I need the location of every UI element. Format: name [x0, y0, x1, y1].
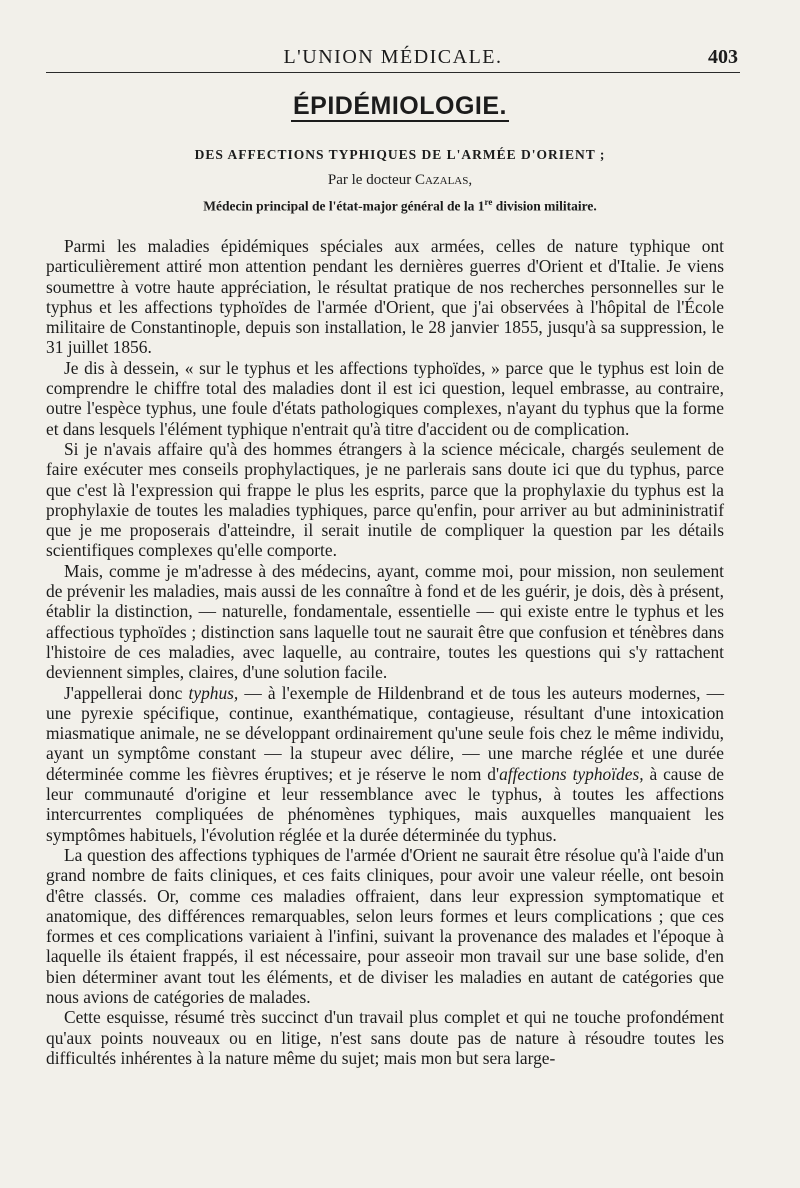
affiliation-part-b: division militaire. [492, 198, 597, 214]
paragraph-3: Si je n'avais affaire qu'à des hommes étrangers à la science mécicale, chargés seulement de faire exécuter mes conseils prophylactiques, je ne parlerais sans doute ici que du typhus, parce que c'est là l'expression qui frappe le plus les esprits, parce que la prophylaxie du typhus est la prophylaxie de toutes les maladies typhiques, parce qu'enfin, pour arriver au but admininistratif que je me proposerais d'atteindre, il serait inutile de compliquer la question par les détails scientifiques complexes qu'elle comporte. [46, 438, 724, 561]
typhus-term: typhus, [188, 682, 239, 703]
affiliation-superscript: re [484, 197, 493, 207]
byline [0, 172, 800, 189]
journal-title: L'UNION MÉDICALE. [283, 46, 503, 68]
paragraph-2: Je dis à dessein, « sur le typhus et les affections typhoïdes, » parce que le typhus est loin de comprendre le chiffre total des maladies dont il est ici question, lequel embrasse, au contraire, outre l'espèce typhus, une foule d'états pathologiques complexes, n'ayant du typhus que la forme et dans lesquels l'élément typhique n'entrait qu'à titre d'accident ou de complication. [46, 357, 724, 439]
paragraph-5-part-1: J'appellerai donc [64, 682, 189, 703]
byline-prefix: Par le docteur [327, 172, 415, 188]
affiliation-part-a: Médecin principal de l'état-major général de la 1 [203, 198, 485, 214]
author-affiliation [0, 197, 800, 215]
section-title-text: ÉPIDÉMIOLOGIE. [293, 92, 507, 120]
section-title [0, 92, 800, 121]
byline-suffix: , [468, 172, 473, 188]
article-title: DES AFFECTIONS TYPHIQUES DE L'ARMÉE D'ORIENT ; [194, 147, 606, 162]
paragraph-5-part-2: — à l'exemple de Hildenbrand et de tous les auteurs modernes, — une pyrexie spécifique, continue, exanthématique, contagieuse, résultant d'une intoxication miasmatique animale, ne se développant ordinairement qu'une seule fois chez le même individu, ayant un symptôme constant — la stupeur avec délire, — une marche réglée et une durée déterminée comme les fièvres éruptives; et je réserve le nom d' [46, 682, 724, 784]
affections-typhoides-term: affections typhoïdes, [499, 763, 644, 784]
paragraph-5 [46, 683, 724, 845]
article-body [46, 236, 724, 1068]
paragraph-5-part-3: à cause de leur communauté d'origine et leur ressemblance avec le typhus, à toutes les affections intercurrentes compliquées de phénomènes typhiques, mais auxquelles manquaient les symptômes habituels, l'évolution réglée et la durée déterminée du typhus. [46, 763, 724, 845]
paragraph-1: Parmi les maladies épidémiques spéciales aux armées, celles de nature typhique ont particulièrement attiré mon attention pendant les dernières guerres d'Orient et d'Italie. Je viens soumettre à votre haute appréciation, le résultat pratique de nos recherches personnelles sur le typhus et les affections typhoïdes de l'armée d'Orient, que j'ai observées à l'hôpital de l'École militaire de Constantinople, depuis son installation, le 28 janvier 1855, jusqu'à sa suppression, le 31 juillet 1856. [46, 236, 724, 358]
paragraph-6: La question des affections typhiques de l'armée d'Orient ne saurait être résolue qu'à l'aide d'un grand nombre de faits cliniques, et ces faits cliniques, pour avoir une valeur réelle, ont besoin d'être classés. Or, comme ces maladies offraient, dans leur expression symptomatique et anatomique, des différences remarquables, selon leurs formes et leurs complications ; que ces formes et ces complications variaient à l'infini, suivant la provenance des malades et l'époque à laquelle ils étaient frappés, il est nécessaire, pour asseoir mon travail sur une base solide, d'en bien déterminer avant tout les éléments, et de diviser les maladies en autant de catégories que nous avions de catégories de malades. [46, 844, 724, 1007]
paragraph-7: Cette esquisse, résumé très succinct d'un travail plus complet et qui ne touche profondément qu'aux points nouveaux ou en litige, n'est sans doute pas de nature à résoudre toutes les difficultés inhérentes à la nature même du sujet; mais mon but sera large- [46, 1007, 724, 1068]
paragraph-4: Mais, comme je m'adresse à des médecins, ayant, comme moi, pour mission, non seulement de prévenir les maladies, mais aussi de les connaître à fond et de les guérir, je dois, dès à présent, établir la distinction, — naturelle, fondamentale, essentielle — qui existe entre le typhus et les affectious typhoïdes ; distinction sans laquelle tout ne saurait être que confusion et ténèbres dans l'histoire de ces maladies, avec laquelle, au contraire, toutes les questions qui s'y rattachent deviennent simples, claires, d'une solution facile. [46, 560, 724, 683]
author-name: Cazalas [414, 172, 469, 188]
running-head [46, 44, 740, 73]
page-number: 403 [708, 46, 738, 68]
